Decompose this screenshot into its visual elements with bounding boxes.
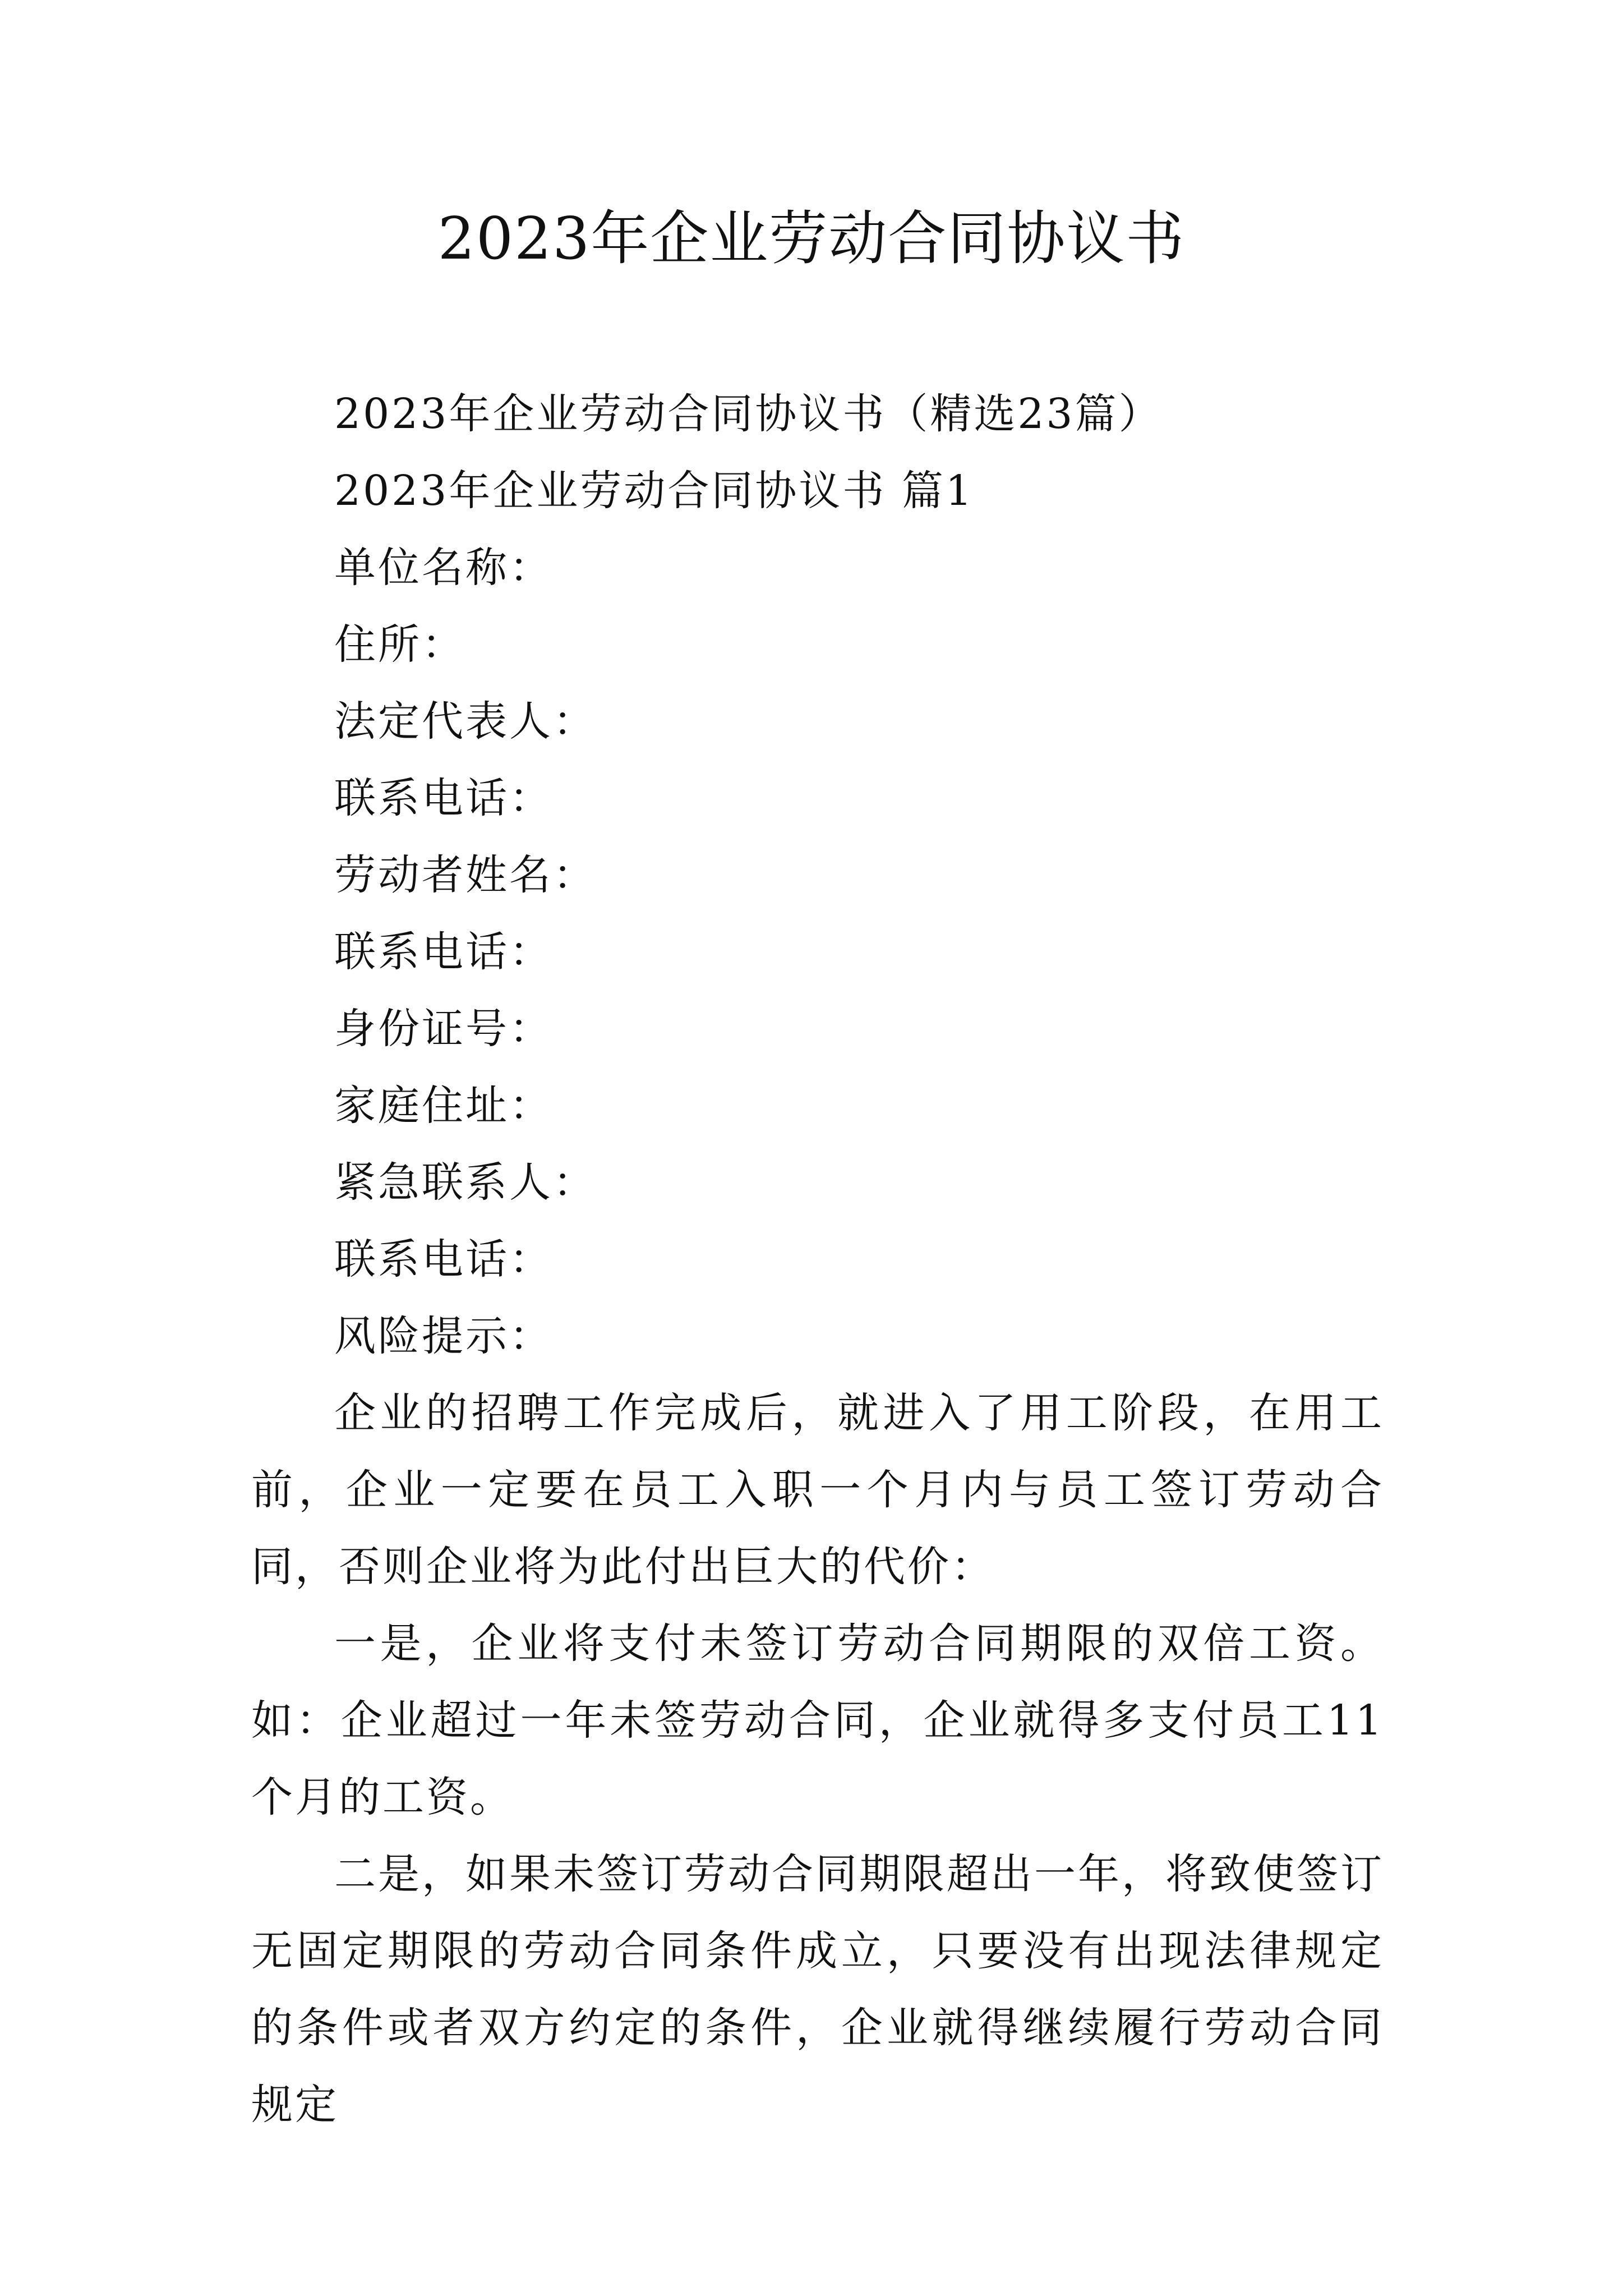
field-address: 住所： — [334, 620, 465, 669]
document-body — [251, 376, 1384, 2143]
field-employer-phone: 联系电话： — [334, 774, 553, 822]
section-heading: 2023年企业劳动合同协议书 篇1 — [334, 467, 974, 515]
field-risk-notice: 风险提示： — [334, 1312, 553, 1360]
field-id-number: 身份证号： — [334, 1005, 553, 1053]
paragraph-second-consequence: 二是，如果未签订劳动合同期限超出一年，将致使签订无固定期限的劳动合同条件成立，只要没有出现法律规定的条件或者双方约定的条件，企业就得继续履行劳动合同规定 — [251, 1850, 1384, 2129]
paragraph-first-consequence: 一是，企业将支付未签订劳动合同期限的双倍工资。如：企业超过一年未签劳动合同，企业就得多支付员工11个月的工资。 — [251, 1619, 1384, 1821]
field-emergency-phone: 联系电话： — [334, 1235, 553, 1283]
field-home-address: 家庭住址： — [334, 1082, 553, 1130]
field-worker-name: 劳动者姓名： — [334, 851, 597, 899]
field-worker-phone: 联系电话： — [334, 928, 553, 976]
field-unit-name: 单位名称： — [334, 544, 553, 592]
field-emergency-contact: 紧急联系人： — [334, 1158, 597, 1207]
document-title: 2023年企业劳动合同协议书 — [437, 204, 1186, 273]
paragraph-intro: 企业的招聘工作完成后，就进入了用工阶段，在用工前，企业一定要在员工入职一个月内与员工签订劳动合同，否则企业将为此付出巨大的代价： — [251, 1389, 1384, 1591]
document-subtitle: 2023年企业劳动合同协议书（精选23篇） — [334, 390, 1163, 438]
field-legal-representative: 法定代表人： — [334, 697, 597, 746]
